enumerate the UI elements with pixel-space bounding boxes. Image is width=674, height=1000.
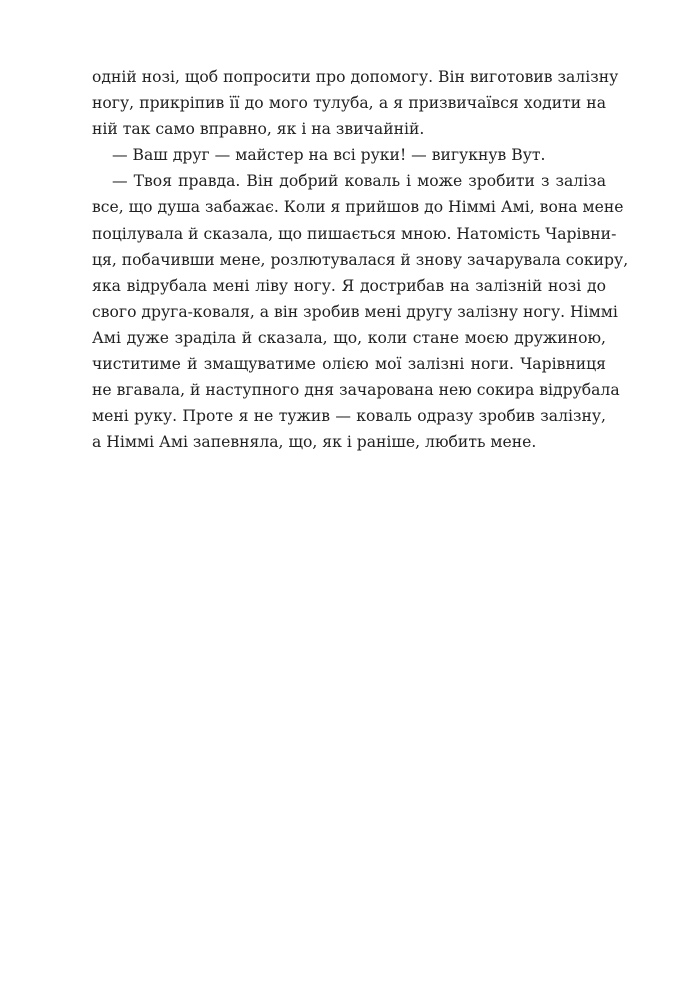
text-line: — Твоя правда. Він добрий коваль і може зробити з заліза: [112, 172, 606, 191]
text-line: — Ваш друг — майстер на всі руки! — вигукнув Вут.: [112, 146, 546, 165]
text-line: свого друга-коваля, а він зробив мені другу залізну ногу. Німмі: [92, 302, 618, 321]
text-line: поцілувала й сказала, що пишається мною. Натомість Чарівни-: [92, 224, 617, 243]
text-line: а Німмі Амі запевняла, що, як і раніше, любить мене.: [92, 433, 537, 452]
body-text: [92, 64, 629, 455]
text-line: чиститиме й змащуватиме олією мої залізні ноги. Чарівниця: [92, 355, 606, 374]
text-line: не вгавала, й наступного дня зачарована нею сокира відрубала: [92, 381, 620, 400]
text-line: ній так само вправно, як і на звичайній.: [92, 120, 425, 139]
text-line: Амі дуже зраділа й сказала, що, коли стане моєю дружиною,: [92, 328, 606, 347]
text-line: ногу, прикріпив її до мого тулуба, а я призвичаївся ходити на: [92, 94, 606, 113]
text-line: мені руку. Проте я не тужив — коваль одразу зробив залізну,: [92, 407, 606, 426]
text-line: ця, побачивши мене, розлютувалася й знову зачарувала сокиру,: [92, 250, 629, 269]
text-line: яка відрубала мені ліву ногу. Я дострибав на залізній нозі до: [92, 276, 606, 295]
text-line: одній нозі, щоб попросити про допомогу. Він виготовив залізну: [92, 68, 619, 86]
text-line: все, що душа забажає. Коли я прийшов до Німмі Амі, вона мене: [92, 198, 624, 217]
